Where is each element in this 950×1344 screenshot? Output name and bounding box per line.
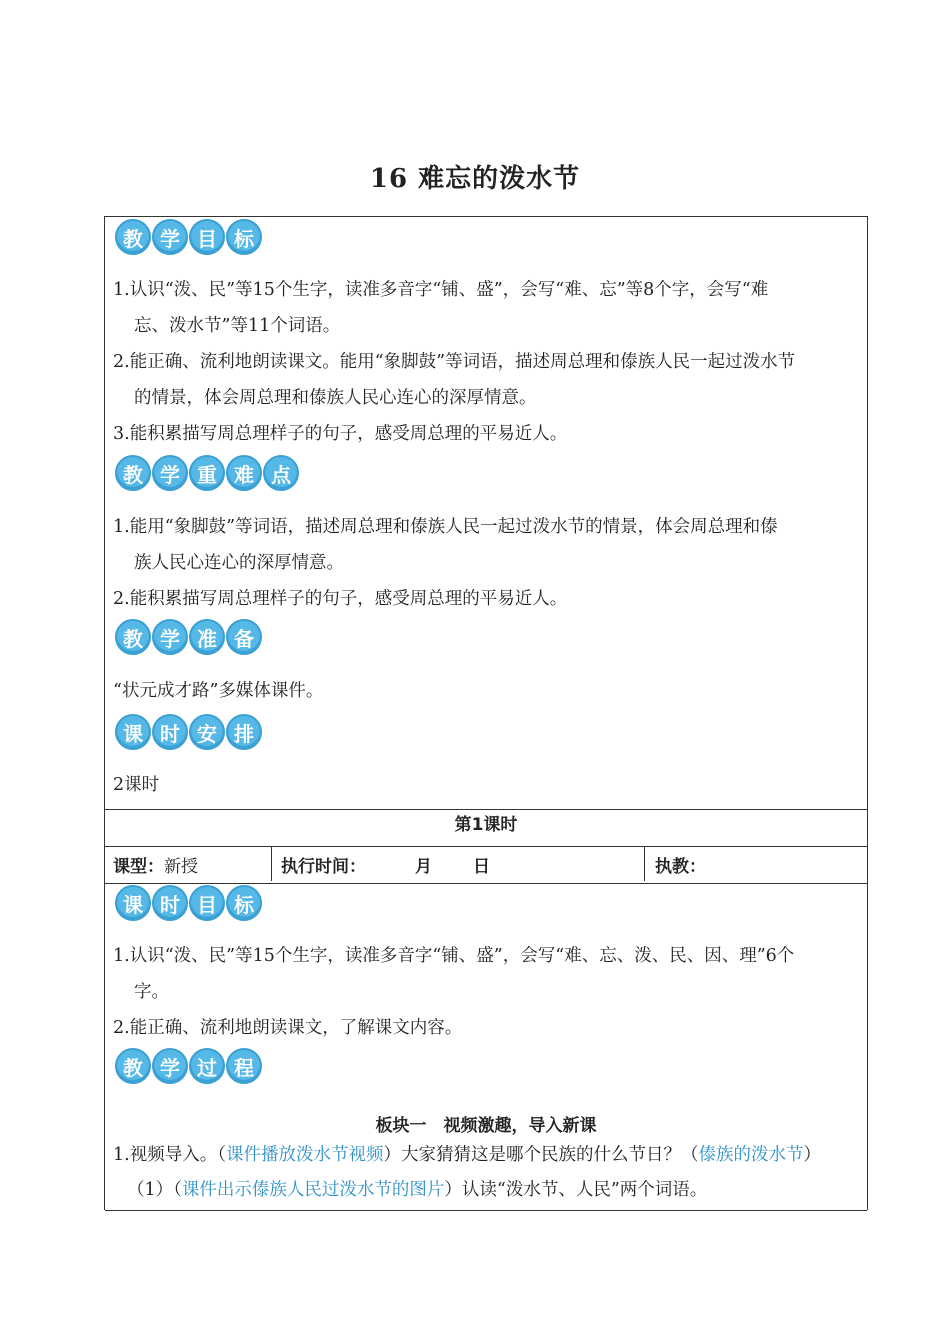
exec-time-label: 执行时间： [281,856,366,877]
schedule-line: 2课时 [113,775,160,795]
lesson-body [105,883,867,1211]
goal-line: 的情景，体会周总理和傣族人民心连心的深厚情意。 [134,388,537,408]
badge-char: 安 [189,714,225,750]
badge-char: 目 [189,219,225,255]
key-point-line: 1.能用“象脚鼓”等词语，描述周总理和傣族人民一起过泼水节的情景，体会周总理和傣 [113,517,778,537]
badge-char: 重 [189,455,225,491]
badge-char: 教 [115,219,151,255]
badge-teaching-process [115,1048,263,1086]
badge-preparation [115,619,263,657]
goal-line: 忘、泼水节”等11个词语。 [134,316,341,336]
badge-teaching-goals [115,219,263,257]
page-title: 16 难忘的泼水节 [369,164,581,194]
process-line: 1.视频导入。（课件播放泼水节视频）大家猜猜这是哪个民族的什么节日？（傣族的泼水节） [113,1145,821,1165]
badge-char: 课 [115,885,151,921]
badge-char: 学 [152,1048,188,1084]
badge-schedule [115,714,263,752]
teacher-label: 执教： [655,856,706,877]
badge-char: 排 [226,714,262,750]
month-label: 月 [415,856,432,877]
badge-key-points [115,455,300,493]
key-point-line: 2.能积累描写周总理样子的句子，感受周总理的平易近人。 [113,589,568,609]
badge-char: 准 [189,619,225,655]
info-row [105,846,867,883]
prep-line: “状元成才路”多媒体课件。 [113,681,324,701]
lesson-header-row [105,809,867,846]
block-title: 板块一 视频激趣，导入新课 [375,1116,597,1136]
badge-char: 标 [226,885,262,921]
badge-char: 时 [152,885,188,921]
lesson-type [113,847,198,881]
badge-lesson-goals [115,885,263,923]
lesson-header: 第1课时 [454,815,518,835]
badge-char: 课 [115,714,151,750]
courseware-note: 课件出示傣族人民过泼水节的图片 [181,1180,445,1200]
lesson-goal-line: 2.能正确、流利地朗读课文，了解课文内容。 [113,1018,463,1038]
badge-char: 学 [152,619,188,655]
goal-line: 2.能正确、流利地朗读课文。能用“象脚鼓”等词语，描述周总理和傣族人民一起过泼水节 [113,352,796,372]
goal-line: 3.能积累描写周总理样子的句子，感受周总理的平易近人。 [113,424,568,444]
key-point-line: 族人民心连心的深厚情意。 [134,553,344,573]
divider [271,847,272,881]
badge-char: 学 [152,219,188,255]
divider [644,847,645,881]
badge-char: 教 [115,1048,151,1084]
badge-char: 备 [226,619,262,655]
badge-char: 目 [189,885,225,921]
lesson-goal-line: 字。 [134,982,169,1002]
badge-char: 学 [152,455,188,491]
courseware-note: 课件播放泼水节视频 [225,1145,384,1165]
goal-line: 1.认识“泼、民”等15个生字，读准多音字“铺、盛”，会写“难、忘”等8个字，会写“难 [113,280,769,300]
badge-char: 难 [226,455,262,491]
badge-char: 程 [226,1048,262,1084]
badge-char: 标 [226,219,262,255]
lesson-type-label: 课型： [113,856,164,877]
lesson-goal-line: 1.认识“泼、民”等15个生字，读准多音字“铺、盛”，会写“难、忘、泼、民、因、理”6个 [113,946,795,966]
answer-note: 傣族的泼水节 [698,1145,804,1165]
badge-char: 点 [263,455,299,491]
lesson-type-value: 新授 [164,856,198,877]
lesson-plan-table [104,216,868,1210]
badge-char: 过 [189,1048,225,1084]
process-line: （1）（课件出示傣族人民过泼水节的图片）认读“泼水节、人民”两个词语。 [127,1180,708,1200]
badge-char: 教 [115,455,151,491]
day-label: 日 [473,856,490,877]
badge-char: 时 [152,714,188,750]
badge-char: 教 [115,619,151,655]
